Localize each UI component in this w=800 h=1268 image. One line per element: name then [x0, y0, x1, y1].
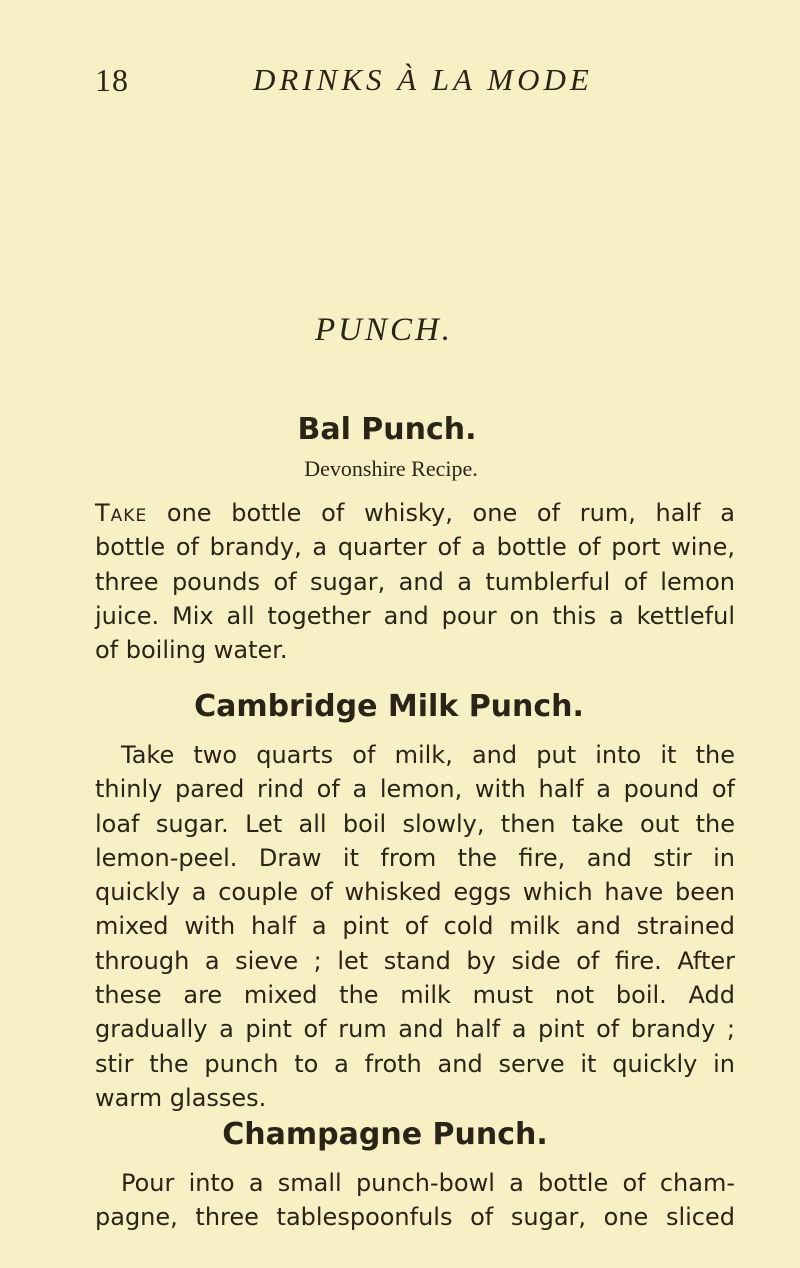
body-line: Pour into a small punch-bowl a bottle of cham-: [121, 1169, 735, 1197]
body-line: loaf sugar. Let all boil slowly, then take out the: [95, 809, 735, 838]
body-line: these are mixed the milk must not boil. Add: [95, 981, 735, 1010]
body-line: gradually a pint of rum and half a pint of brandy ;: [95, 1015, 735, 1044]
page-number: 18: [95, 62, 129, 98]
body-line: bottle of brandy, a quarter of a bottle of port wine,: [95, 533, 735, 562]
section-title-text: PUNCH.: [314, 312, 454, 348]
recipe-subtitle-bal-punch: [0, 456, 800, 482]
recipe-body-bal-punch: [95, 496, 735, 667]
section-title: [0, 312, 800, 349]
body-line: quickly a couple of whisked eggs which have been: [95, 878, 735, 907]
recipe-title-cambridge-milk-punch: [0, 689, 800, 724]
body-line: of boiling water.: [95, 636, 288, 665]
body-line: Take two quarts of milk, and put into it the: [121, 741, 735, 769]
recipe-body-cambridge-milk-punch: [95, 738, 735, 1115]
recipe-title-text: Bal Punch.: [297, 412, 477, 447]
body-line: Take one bottle of whisky, one of rum, half a: [95, 499, 735, 527]
recipe-subtitle-text: Devonshire Recipe.: [304, 456, 478, 481]
body-line: juice. Mix all together and pour on this a kettleful: [95, 601, 735, 630]
recipe-title-text: Champagne Punch.: [222, 1117, 548, 1152]
body-line: warm glasses.: [95, 1083, 267, 1112]
recipe-body-champagne-punch: [95, 1166, 735, 1235]
body-line: through a sieve ; let stand by side of fire. After: [95, 946, 735, 975]
body-line: thinly pared rind of a lemon, with half a pound of: [95, 775, 735, 804]
running-header: [95, 62, 713, 112]
body-line: three pounds of sugar, and a tumblerful of lemon: [95, 567, 735, 596]
body-line: stir the punch to a froth and serve it quickly in: [95, 1049, 735, 1078]
body-line: pagne, three tablespoonfuls of sugar, one sliced: [95, 1203, 735, 1232]
lead-word: Take: [95, 499, 148, 527]
recipe-title-bal-punch: [0, 412, 800, 447]
recipe-title-champagne-punch: [0, 1117, 800, 1152]
body-line: lemon-peel. Draw it from the fire, and stir in: [95, 843, 735, 872]
running-title: DRINKS À LA MODE: [253, 62, 593, 97]
body-line: mixed with half a pint of cold milk and strained: [95, 912, 735, 941]
recipe-title-text: Cambridge Milk Punch.: [194, 689, 584, 724]
